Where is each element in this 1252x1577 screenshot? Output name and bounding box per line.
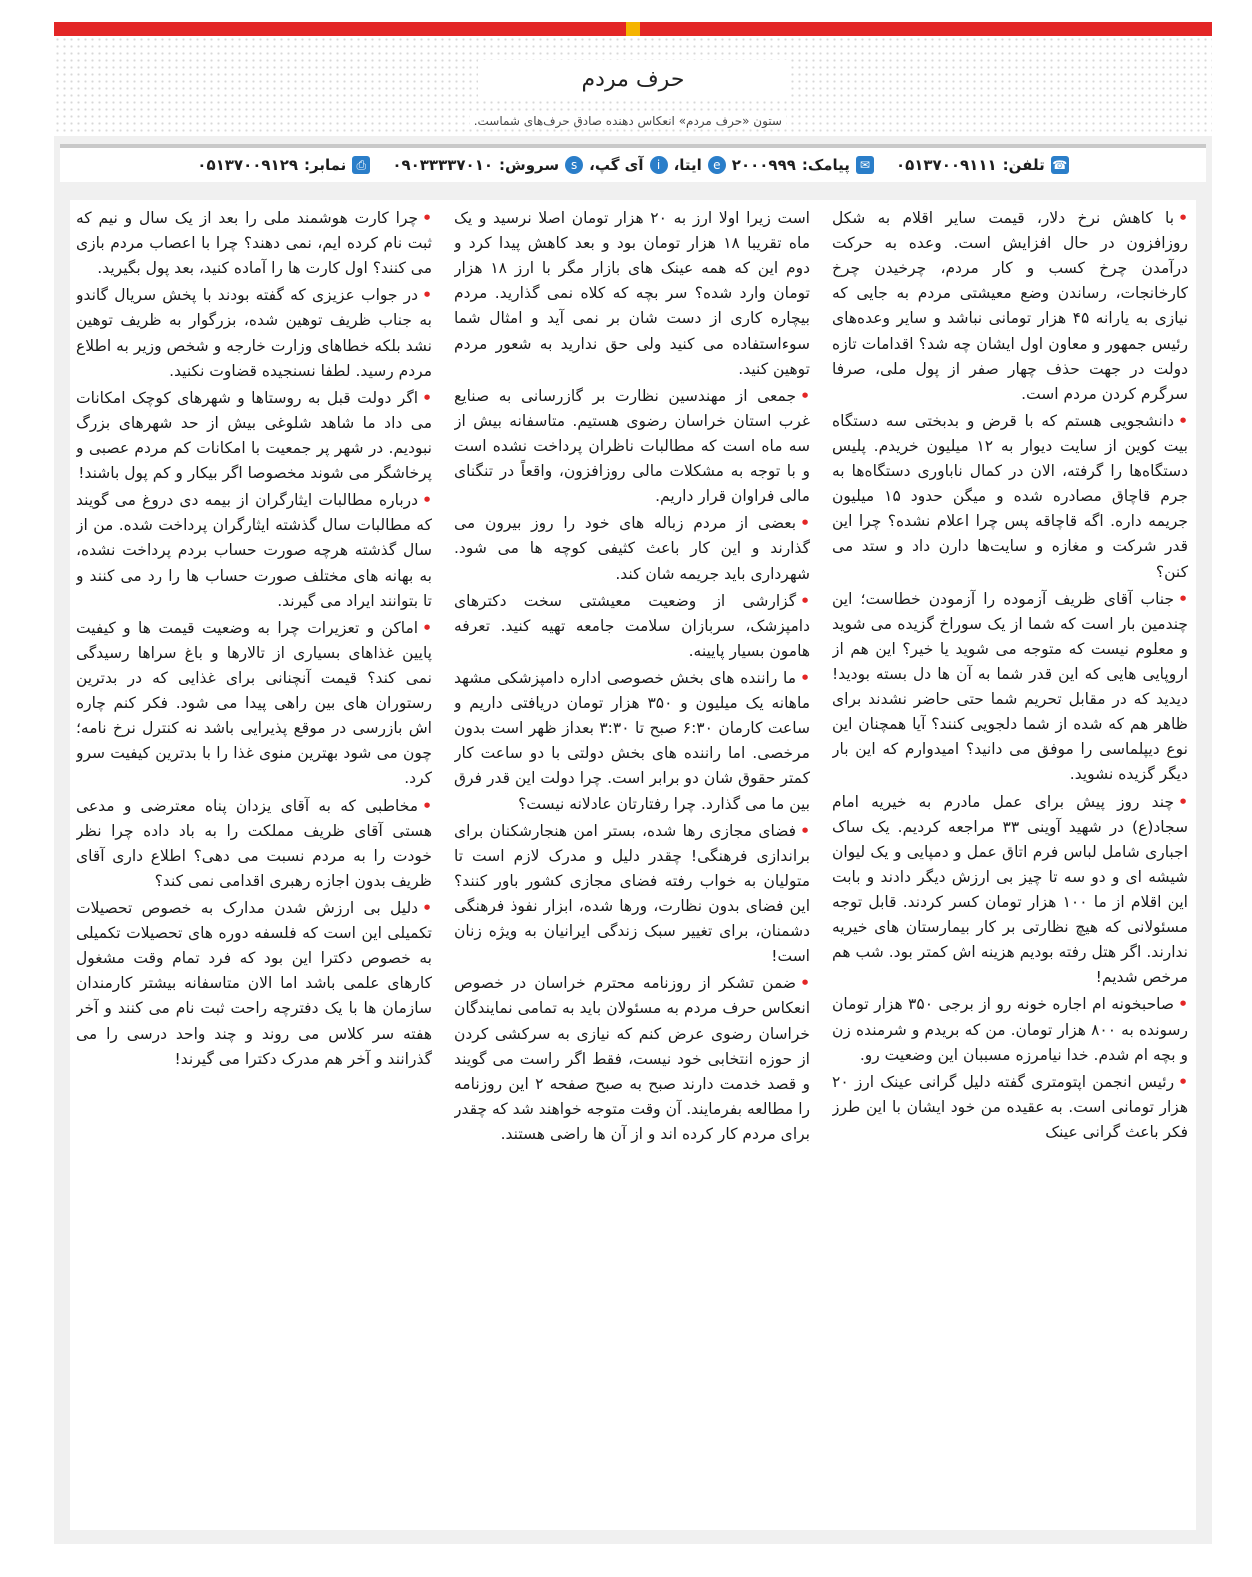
bullet-marker: •	[800, 386, 810, 405]
letter-text: ضمن تشکر از روزنامه محترم خراسان در خصوص انعکاس حرف مردم به مسئولان باید به تمامی نمایندگان خراسان رضوی عرض کنم که نیازی به سرکشی کردن از حوزه انتخابی خود نیست، فقط اگر راست می گویند و قصد خدمت دارند صبح به صبح صفحه ۲ این روزنامه را مطالعه بفرمایند. آن وقت متوجه خواهند شد که چقدر برای مردم کار کرده اند و از آن ها راضی هستند.	[454, 974, 810, 1143]
bullet-marker: •	[800, 591, 810, 610]
soroush-label: سروش:	[499, 156, 560, 174]
letter-text: اماکن و تعزیرات چرا به وضعیت قیمت ها و کیفیت پایین غذاهای بسیاری از تالارها و باغ سراها رسیدگی نمی کند؟ قیمت آنچنانی برای غذایی که در بدترین رستوران های بین راهی پیدا می شود. فکر کنم چاره اش بازرسی در موقع پذیرایی باشد نه کنترل نرخ نامه؛ چون می شود بهترین منوی غذا را با بدترین کیفیت سرو کرد.	[76, 618, 432, 788]
bullet-marker: •	[1178, 1072, 1188, 1091]
letter-paragraph	[454, 589, 810, 664]
letter-paragraph	[832, 409, 1188, 585]
bullet-marker: •	[422, 796, 432, 815]
title-box	[478, 60, 788, 100]
bullet-marker: •	[1178, 411, 1188, 430]
bullet-marker: •	[800, 514, 810, 533]
letter-paragraph	[454, 666, 810, 817]
letter-text: دلیل بی ارزش شدن مدارک به خصوص تحصیلات تکمیلی این است که فلسفه دوره های تحصیلات تکمیلی به خصوص دکترا این بود که فرد تمام وقت مشغول کارهای علمی باشد اما الان متاسفانه بیشتر کارمندان سازمان ها با یک دفترچه راحت ثبت نام می کنند و آخر هفته سر کلاس می روند و چند واحد درسی را می گذرانند و آخر هم مدرک دکترا می گیرند!	[76, 898, 432, 1068]
bullet-marker: •	[422, 388, 432, 407]
sms-icon: ✉	[856, 156, 874, 174]
letter-text: ما راننده های بخش خصوصی اداره دامپزشکی مشهد ماهانه یک میلیون و ۳۵۰ هزار تومان دریافتی داریم و ساعت کارمان ۶:۳۰ صبح تا ۳:۳۰ بعداز ظهر است بدون مرخصی. اما راننده های بخش دولتی با دو ساعت کار کمتر حقوق شان دو برابر است. چرا دولت این قدر فرق بین ما می گذارد. چرا رفتارتان عادلانه نیست؟	[454, 668, 810, 813]
bullet-marker: •	[800, 668, 810, 687]
contact-bar	[60, 148, 1206, 182]
eitaa-label: ایتا،	[673, 156, 702, 174]
letter-paragraph	[76, 283, 432, 383]
section-title: حرف مردم	[581, 67, 685, 92]
letter-text: با کاهش نرخ دلار، قیمت سایر اقلام به شکل روزافزون در حال افزایش است. وعده به حرکت درآمدن چرخ کسب و کار مردم، چرخیدن چرخ کارخانجات، رساندن وضع معیشتی مردم به جایی که نیازی به یارانه ۴۵ هزار تومانی نباشد و سایر وعده‌های رئیس جمهور و معاون اول ایشان چه شد؟ اقدامات تازه دولت در جهت حذف چهار صفر از پول ملی، صرفا سرگرم کردن مردم است.	[832, 209, 1188, 403]
column-middle	[454, 206, 810, 1522]
fax-label: نمابر:	[304, 156, 347, 174]
letter-text: رئیس انجمن اپتومتری گفته دلیل گرانی عینک ارز ۲۰ هزار تومانی است. به عقیده من خود ایشان با این طرز فکر باعث گرانی عینک	[832, 1072, 1188, 1141]
bullet-marker: •	[1178, 792, 1188, 811]
letter-paragraph	[832, 206, 1188, 407]
mobile-number: ۰۹۰۳۳۳۳۷۰۱۰	[392, 156, 494, 174]
sms-label: پیامک:	[801, 156, 850, 174]
letter-text: جناب آقای ظریف آزموده را آزمودن خطاست؛ این چندمین بار است که شما از یک سوراخ گزیده می شوید و معلوم نیست که متوجه می شوید یا خیر؟ این هم از اروپایی هایی که این قدر شما به آن ها دل بسته بودید! دیدید که در مقابل تحریم شما حتی حاضر نشدند برای ظاهر هم که شده از شما دلجویی کنند؟ آیا همچنان این نوع دیپلماسی را موفق می دانید؟ امیدوارم که این بار دیگر گزیده نشوید.	[832, 589, 1188, 784]
letter-paragraph	[454, 971, 810, 1147]
eitaa-icon: e	[708, 156, 726, 174]
letter-text: صاحبخونه ام اجاره خونه رو از برجی ۳۵۰ هزار تومان رسونده به ۸۰۰ هزار تومان. من که بریدم و شرمنده زن و بچه ام شدم. خدا نیامرزه مسببان این وضعیت رو.	[832, 995, 1188, 1064]
bullet-marker: •	[1178, 995, 1188, 1014]
letter-paragraph	[454, 511, 810, 586]
bullet-marker: •	[422, 898, 432, 917]
phone-icon: ☎	[1052, 158, 1068, 172]
bullet-marker: •	[800, 821, 810, 840]
letter-paragraph	[76, 386, 432, 486]
letter-text: فضای مجازی رها شده، بستر امن هنجارشکنان برای براندازی فرهنگی! چقدر دلیل و مدرک لازم است تا متولیان به خواب رفته فضای مجازی کشور باور کنند؟ این فضای بدون نظارت، ورها شده، ابزار نفوذ فرهنگی دشمنان، برای تغییر سبک زندگی ایرانیان به ویژه زنان است!	[454, 821, 810, 966]
bullet-marker: •	[1178, 209, 1188, 227]
phone-number: ۰۵۱۳۷۰۰۹۱۱۱	[895, 156, 997, 174]
letter-text: جمعی از مهندسین نظارت بر گازرسانی به صنایع غرب استان خراسان رضوی هستیم. متاسفانه بیش از سه ماه است که مطالبات ناظران پرداخت نشده است و با توجه به مشکلات مالی روزافزون، واقعاً در تنگنای مالی فراوان قرار داریم.	[454, 386, 810, 506]
newspaper-page	[54, 22, 1212, 1544]
bullet-marker: •	[800, 974, 810, 993]
letter-paragraph	[454, 819, 810, 970]
column-left	[76, 206, 432, 1522]
bullet-marker: •	[422, 286, 432, 305]
letter-text: چرا کارت هوشمند ملی را بعد از یک سال و نیم که ثبت نام کرده ایم، نمی دهند؟ چرا با اعصاب مردم بازی می کنند؟ اول کارت ها را آماده کنید، بعد پول بگیرید.	[76, 209, 432, 278]
letter-text: است زیرا اولا ارز به ۲۰ هزار تومان اصلا نرسید و یک ماه تقریبا ۱۸ هزار تومان بود و بعد کاهش پیدا کرد و دوم این که همه عینک های بازار مگر با ارز ۱۸ هزار تومان وارد شده؟ سر بچه که کلاه نمی گذارید. مردم بیچاره کاری از دست شان بر نمی آید و امثال شما سوءاستفاده می کنید ولی حق ندارید به شعور مردم توهین کنید.	[454, 209, 810, 378]
bullet-marker: •	[422, 491, 432, 510]
fax-number: ۰۵۱۳۷۰۰۹۱۲۹	[197, 156, 299, 174]
bullet-marker: •	[1178, 589, 1188, 608]
section-header	[54, 36, 1212, 136]
phone-label: تلفن:	[1002, 156, 1045, 174]
column-right	[832, 206, 1188, 1522]
igap-label: آی گپ،	[589, 156, 644, 174]
bullet-marker: •	[422, 618, 432, 637]
letter-paragraph	[832, 587, 1188, 788]
sms-number: ۲۰۰۰۹۹۹	[731, 156, 796, 174]
letter-text: اگر دولت قبل به روستاها و شهرهای کوچک امکانات می داد ما شاهد شلوغی بیش از حد شهرهای بزرگ نبودیم. در شهر پر جمعیت با امکانات کم مردم عصبی و پرخاشگر می شوند مخصوصا اگر بیکار و کم پول باشند!	[76, 388, 432, 483]
letter-paragraph	[76, 794, 432, 894]
igap-icon: i	[650, 156, 668, 174]
letter-text: بعضی از مردم زباله های خود را روز بیرون می گذارند و این کار باعث کثیفی کوچه ها می شود. شهرداری باید جریمه شان کند.	[454, 514, 810, 583]
letter-paragraph	[76, 896, 432, 1072]
letter-paragraph	[76, 206, 432, 281]
letter-text: دانشجویی هستم که با قرض و بدبختی سه دستگاه بیت کوین از سایت دیوار به ۱۲ میلیون خریدم. پلیس دستگاه‌ها را گرفته، الان در کمال ناباوری دستگاه‌ها به جرم قاچاق مصادره شده و میگن حدود ۱۵ میلیون جریمه داره. اگه قاچاقه پس چرا اعلام نشده؟ چرا این قدر شرکت و مغازه و سایت‌ها دارن داد و ستد می کنن؟	[832, 411, 1188, 581]
bullet-marker: •	[422, 209, 432, 227]
section-subtitle: ستون «حرف مردم» انعکاس دهنده صادق حرف‌های شماست.	[470, 114, 786, 128]
letter-text: مخاطبی که به آقای یزدان پناه معترضی و مدعی هستی آقای ظریف مملکت را به باد داده چرا نظر خودت را به مردم نسبت می دهی؟ اطلاع داری آقای ظریف بدون اجازه رهبری اقدامی نمی کند؟	[76, 796, 432, 890]
letter-paragraph	[454, 206, 810, 382]
letter-text: چند روز پیش برای عمل مادرم به خیریه امام سجاد(ع) در شهید آوینی ۳۳ مراجعه کردیم. یک ساک اجباری شامل لباس فرم اتاق عمل و دمپایی و یک لیوان شیشه ای و دو سه تا چیز بی ارزش دیگر دادند و بابت این اقلام از ما ۱۰۰ هزار تومان کسر کردند. قابل توجه مسئولانی که هیچ نظارتی بر کار بیمارستان های خیریه ندارند. اگر هتل رفته بودیم هزینه اش کمتر بود. شب هم مرخص شدیم!	[832, 792, 1188, 987]
letter-paragraph	[832, 992, 1188, 1067]
letter-paragraph	[76, 616, 432, 792]
letter-paragraph	[832, 1070, 1188, 1145]
soroush-icon: s	[565, 156, 583, 174]
letter-paragraph	[832, 790, 1188, 991]
letter-text: در جواب عزیزی که گفته بودند با پخش سریال گاندو به جناب ظریف توهین شده، بزرگوار به ظریف توهین نشد بلکه خطاهای وزارت خارجه و شخص وزیر به اطلاع مردم رسید. لطفا نسنجیده قضاوت نکنید.	[76, 286, 432, 380]
letter-paragraph	[76, 488, 432, 614]
content-area	[70, 200, 1196, 1530]
letter-paragraph	[454, 384, 810, 510]
letter-text: گزارشی از وضعیت معیشتی سخت دکترهای دامپزشک، سربازان سلامت جامعه تهیه کنید. تعرفه هامون بسیار پایینه.	[454, 591, 810, 660]
fax-icon: ⎙	[352, 156, 370, 174]
letter-text: درباره مطالبات ایثارگران از بیمه دی دروغ می گویند که مطالبات سال گذشته ایثارگران پرداخت شده. من از سال گذشته هرچه صورت حساب بردم پرداخت نشده، به بهانه های مختلف صورت حساب ها را رد می کنند و تا بتوانند ایراد می گیرند.	[76, 491, 432, 610]
